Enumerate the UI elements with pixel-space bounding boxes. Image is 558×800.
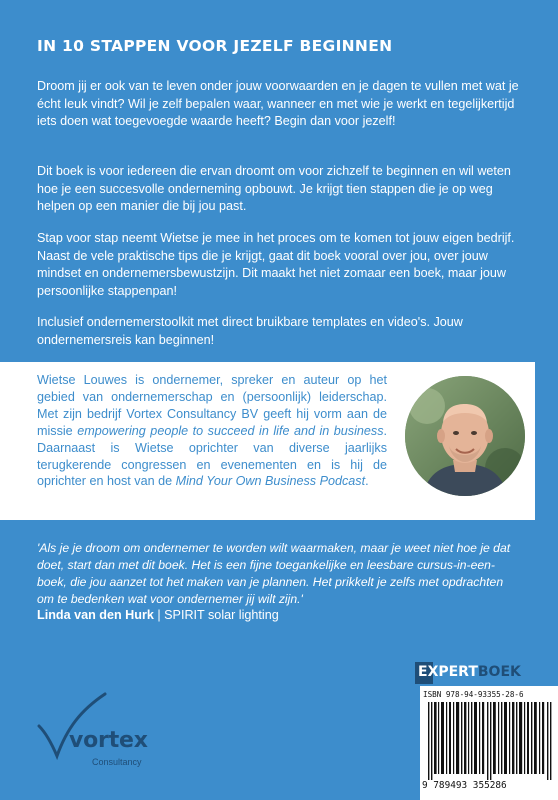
testimonial-organisation: SPIRIT solar lighting	[164, 608, 279, 622]
intro-paragraph-4: Inclusief ondernemerstoolkit met direct bruikbare templates en video's. Jouw ondernemersreis kan beginnen!	[37, 315, 463, 347]
publisher-name	[418, 664, 521, 680]
author-portrait-image	[405, 376, 525, 496]
author-bio-panel	[0, 362, 535, 520]
publisher-name-part2: BOEK	[477, 664, 521, 680]
intro-paragraph-3: Stap voor stap neemt Wietse je mee in het proces om te komen tot jouw eigen bedrijf. Naast de vele praktische tips die je krijgt, gaat dit boek vooral over jou, over jouw mindset en ondernemersbewustzijn. Dit maakt het niet zomaar een boek, maar jouw persoonlijke stappenpan!	[37, 231, 515, 298]
isbn-label: ISBN 978-94-93355-28-6	[423, 690, 524, 699]
isbn-barcode	[420, 686, 558, 800]
vortex-logo-subtitle: Consultancy	[92, 757, 142, 767]
bio-podcast: Mind Your Own Business Podcast	[175, 474, 366, 489]
attribution-separator: |	[153, 608, 165, 622]
bio-text-1: Wietse Louwes is ondernemer, spreker en auteur op het gebied van ondernemerschap en (persoonlijk) leiderschap. Met zijn bedrijf Vortex Consultancy BV geeft hij vorm aan de missie	[37, 373, 387, 438]
publisher-logo	[415, 662, 558, 684]
back-cover-top	[0, 0, 558, 362]
author-bio	[37, 372, 387, 490]
testimonial-attribution	[37, 608, 279, 622]
testimonial-quote: 'Als je je droom om ondernemer te worden wilt waarmaken, maar je weet niet hoe je dat doet, start dan met dit boek. Het is een fijne toegankelijke en leesbare cursus-in-een-boek, die jou aanzet tot het maken van je plannen. Het prikkelt je zelfs met opdrachten om te bedenken wat voor ondernemer jij wilt zijn.'	[37, 541, 511, 606]
testimonial-author: Linda van den Hurk	[37, 608, 154, 622]
vortex-logo	[37, 690, 177, 770]
barcode-number: 9 789493 355286	[422, 780, 507, 791]
publisher-name-part1: EXPERT	[418, 664, 478, 680]
bio-text-3: .	[365, 474, 369, 489]
bio-mission: empowering people to succeed in life and in business	[77, 423, 384, 438]
bio-text-2: . Daarnaast is Wietse oprichter van diverse jaarlijks terugkerende congressen en evenementen en is hij de oprichter en host van de	[37, 423, 387, 489]
page-title: IN 10 STAPPEN VOOR JEZELF BEGINNEN	[37, 37, 393, 55]
author-portrait	[405, 376, 525, 496]
barcode-bars	[428, 702, 552, 780]
intro-paragraph-2: Dit boek is voor iedereen die ervan droomt om voor zichzelf te beginnen en wil weten hoe je een succesvolle onderneming opbouwt. Je krijgt tien stappen die je op weg helpen op een manier die bij jou past.	[37, 164, 511, 213]
vortex-logo-name: vortex	[69, 728, 148, 753]
intro-paragraph-1: Droom jij er ook van te leven onder jouw voorwaarden en je dagen te vullen met wat je écht leuk vindt? Wil je zelf bepalen waar, wanneer en met wie je werkt en tegelijkertijd iets doen wat toegevoegde waarde heeft? Begin dan voor jezelf!	[37, 79, 519, 128]
